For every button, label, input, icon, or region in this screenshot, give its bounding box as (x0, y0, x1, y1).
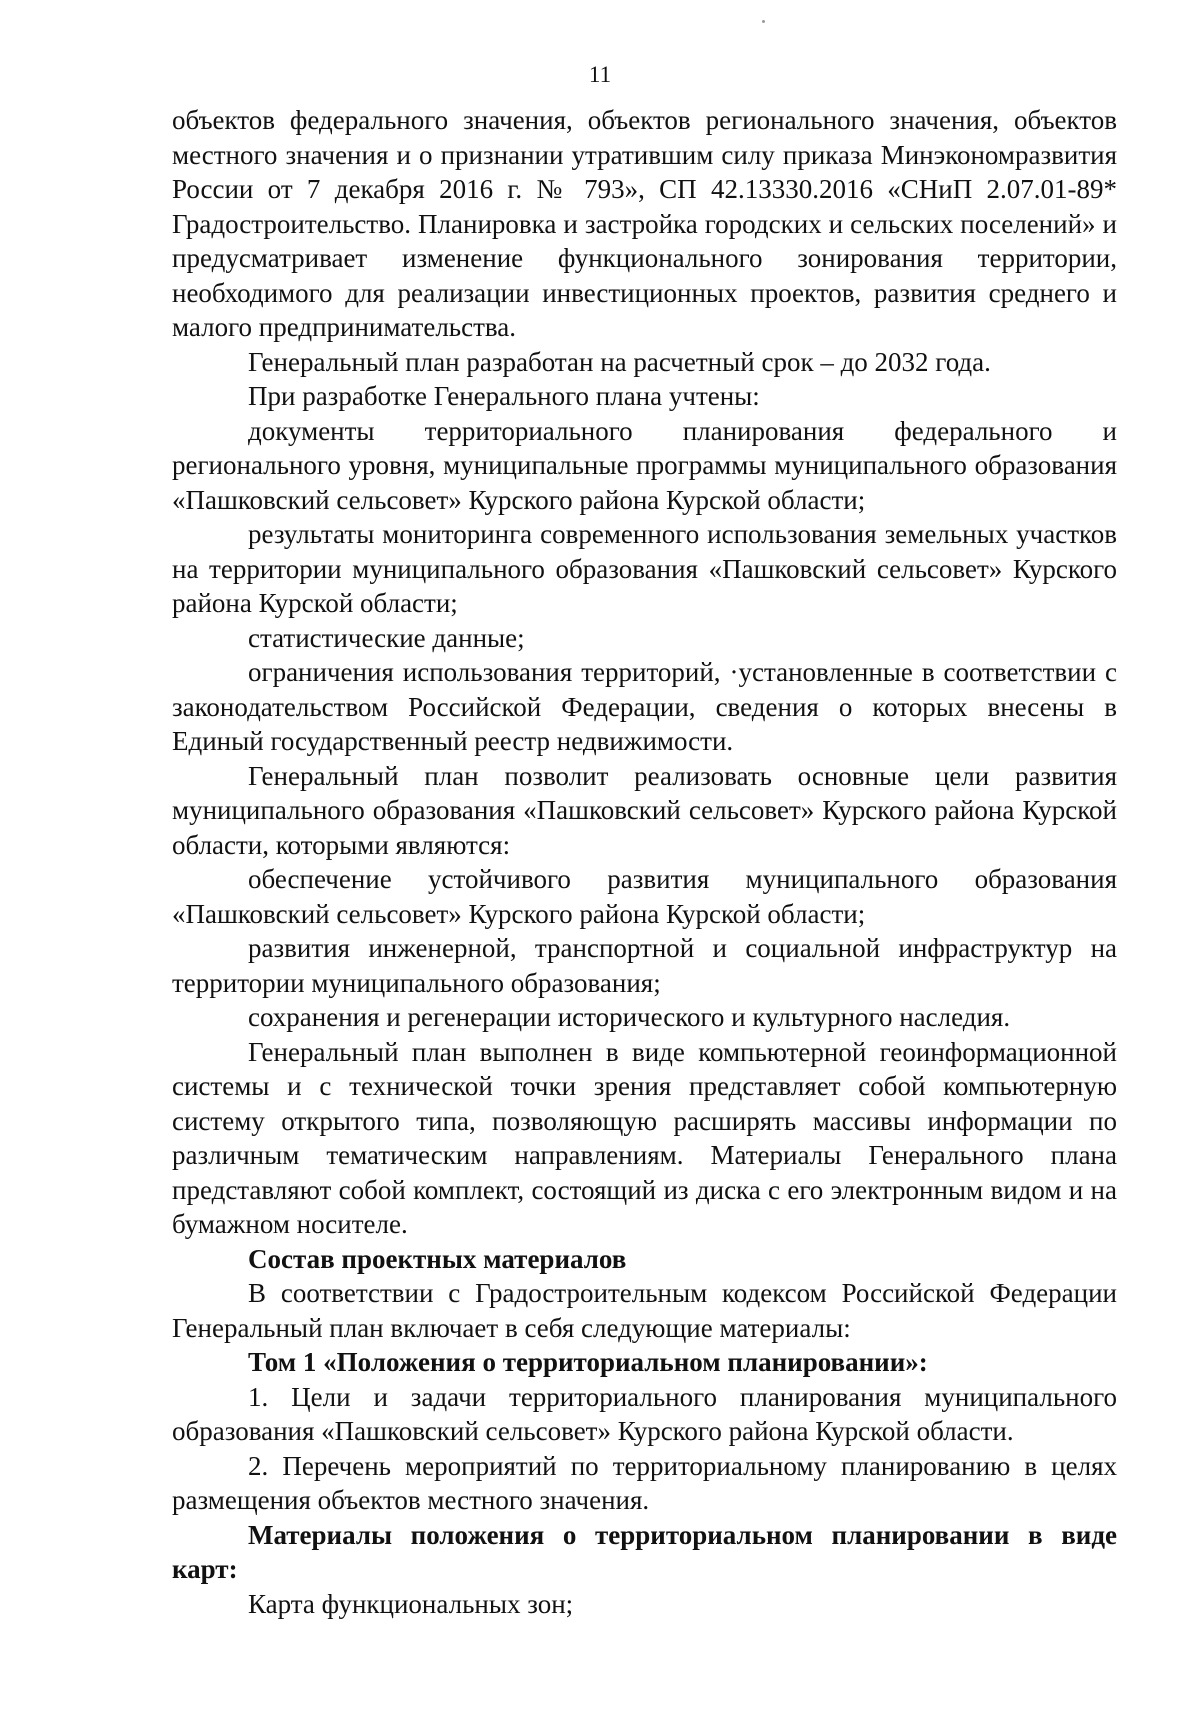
list-item: обеспечение устойчивого развития муниципального образования «Пашковский сельсовет» Курского района Курской области; (172, 864, 1117, 929)
list-item: результаты мониторинга современного использования земельных участков на территории муниципального образования «Пашковский сельсовет» Курского района Курской области; (172, 519, 1117, 618)
list-item: ограничения использования территорий, ·установленные в соответствии с законодательством Российской Федерации, сведения о которых внесены в Единый государственный реестр недвижимости. (172, 657, 1117, 756)
paragraph: При разработке Генерального плана учтены: (248, 381, 760, 411)
paragraph: Генеральный план разработан на расчетный срок – до 2032 года. (248, 346, 991, 377)
paragraph: В соответствии с Градостроительным кодексом Российской Федерации Генеральный план включает в себя следующие материалы: (172, 1278, 1117, 1343)
volume-heading: Том 1 «Положения о территориальном планировании»: (248, 1347, 928, 1377)
list-item: Карта функциональных зон; (248, 1588, 574, 1619)
numbered-item: 1. Цели и задачи территориального планирования муниципального образования «Пашковский сельсовет» Курского района Курской области. (172, 1381, 1117, 1446)
subsection-heading: Материалы положения о территориальном планировании в виде карт: (172, 1519, 1117, 1584)
numbered-item: 2. Перечень мероприятий по территориальному планированию в целях размещения объектов местного значения. (172, 1450, 1117, 1515)
list-item: сохранения и регенерации исторического и культурного наследия. (248, 1002, 1011, 1032)
paragraph: Генеральный план позволит реализовать основные цели развития муниципального образования «Пашковский сельсовет» Курского района Курской области, которыми являются: (172, 760, 1117, 860)
document-body (172, 103, 1117, 1621)
page-number: 11 (588, 62, 612, 87)
paragraph: объектов федерального значения, объектов регионального значения, объектов местного значения и о признании утратившим силу приказа Минэкономразвития России от 7 декабря 2016 г. № 793», СП 42.13330.2016 «СНиП 2.07.01-89* Градостроительство. Планировка и застройка городских и сельских поселений» и предусматривает изменение функционального зонирования территории, необходимого для реализации инвестиционных проектов, развития среднего и малого предпринимательства. (172, 105, 1117, 342)
paragraph: Генеральный план выполнен в виде компьютерной геоинформационной системы и с технической точки зрения представляет собой компьютерную систему открытого типа, позволяющую расширять массивы информации по различным тематическим направлениям. Материалы Генерального плана представляют собой комплект, состоящий из диска с его электронным видом и на бумажном носителе. (172, 1036, 1117, 1239)
scan-speck (762, 20, 765, 23)
list-item: развития инженерной, транспортной и социальной инфраструктур на территории муниципального образования; (172, 933, 1117, 998)
list-item: документы территориального планирования федерального и регионального уровня, муниципальные программы муниципального образования «Пашковский сельсовет» Курского района Курской области; (172, 415, 1117, 515)
list-item: статистические данные; (248, 622, 525, 653)
section-heading: Состав проектных материалов (248, 1243, 627, 1274)
